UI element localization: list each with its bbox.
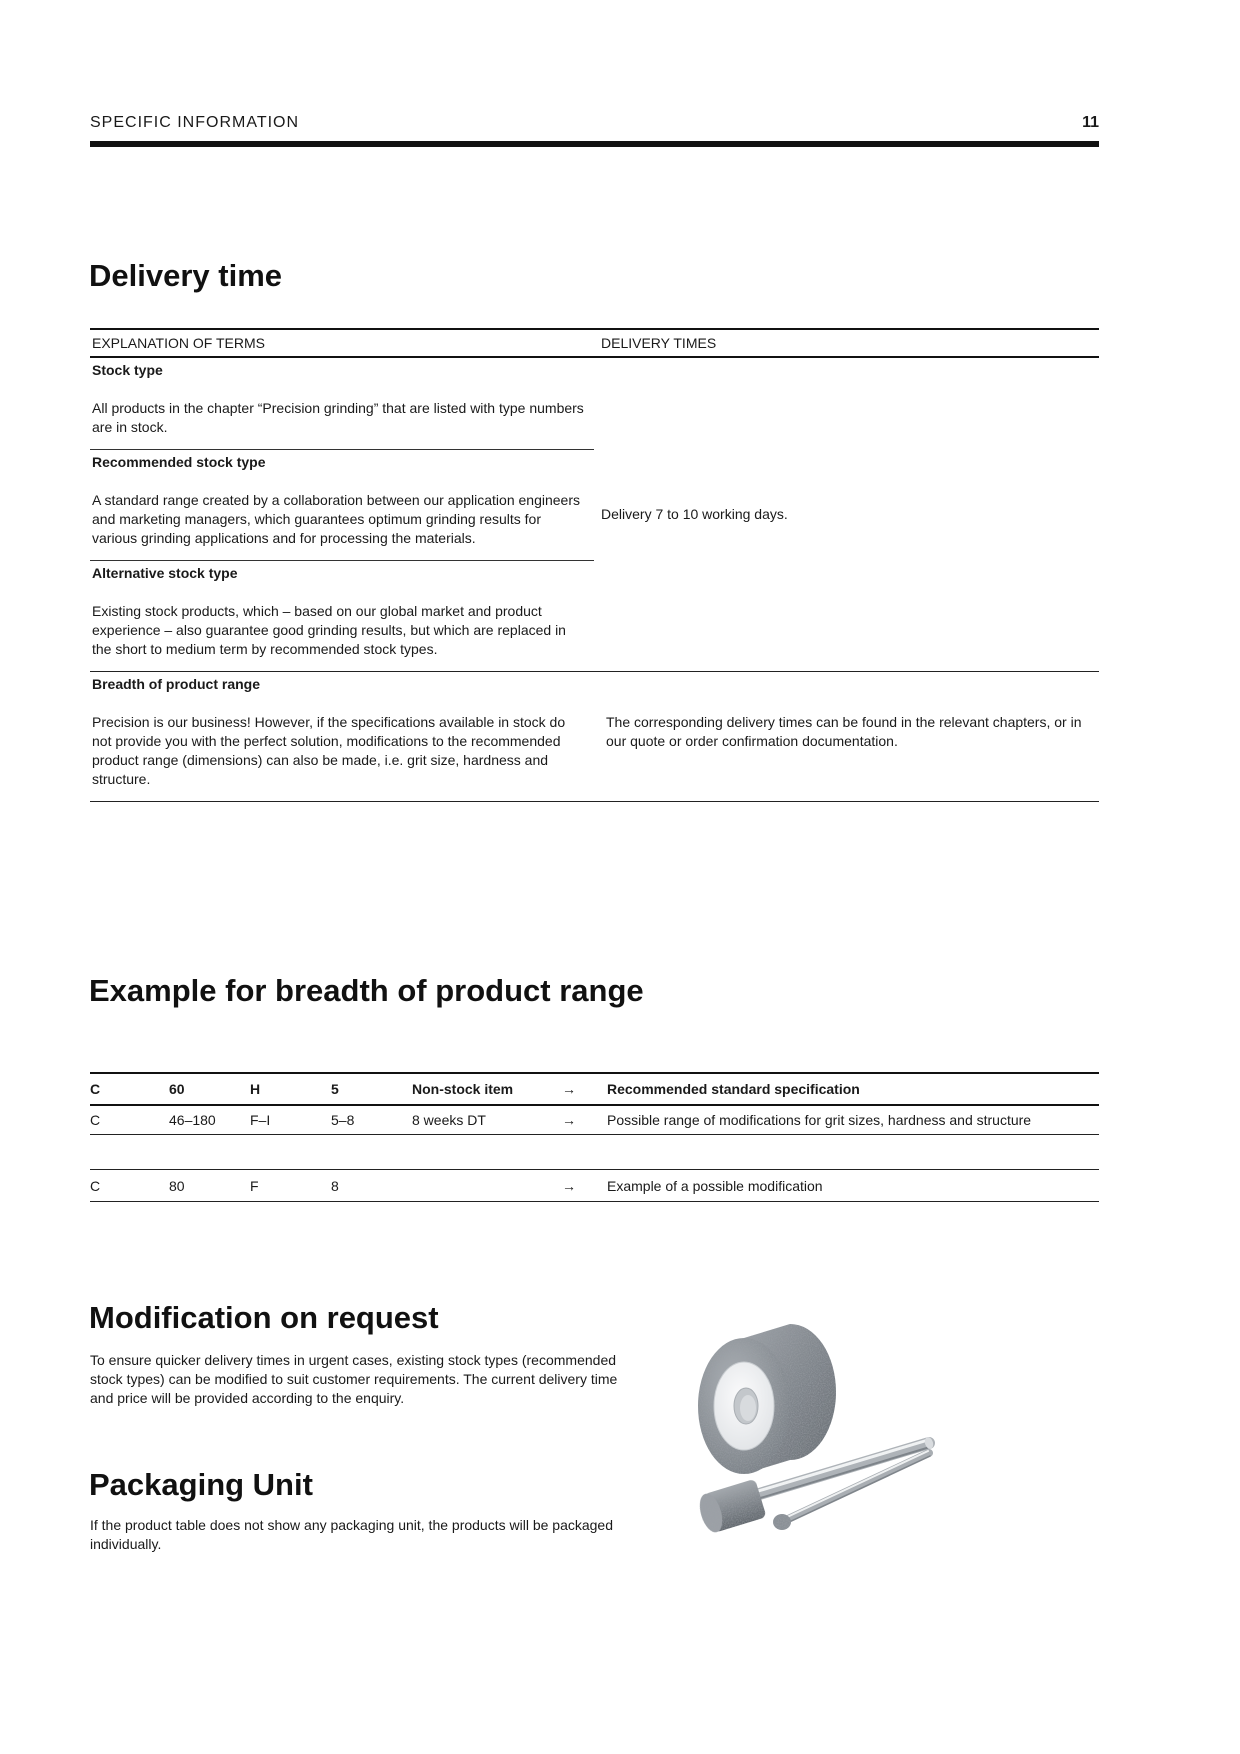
packaging-text: If the product table does not show any packaging unit, the products will be packaged individually.	[90, 1517, 614, 1552]
term-title: Stock type	[92, 362, 163, 378]
column-header-delivery-times: DELIVERY TIMES	[601, 335, 717, 351]
delivery-time-heading: Delivery time	[89, 258, 282, 293]
cell-specification: Example of a possible modification	[607, 1177, 823, 1194]
term-description: A standard range created by a collaboration between our application engineers and marketing managers, which guarantees optimum grinding results for various grinding applications and for processing the materials.	[92, 492, 580, 546]
cell-c: C	[90, 1177, 101, 1194]
grinding-wheel	[698, 1324, 836, 1474]
header-cell-item: Non-stock item	[412, 1081, 514, 1097]
term-title: Alternative stock type	[92, 565, 238, 581]
arrow-icon: →	[562, 1112, 576, 1128]
arrow-icon: →	[562, 1081, 576, 1097]
breadth-group	[90, 672, 1099, 802]
cell-grit: 46–180	[169, 1112, 216, 1128]
cell-grit: 80	[169, 1177, 185, 1194]
table-row	[90, 1169, 1099, 1202]
large-head	[696, 1479, 767, 1535]
term-title: Recommended stock type	[92, 454, 266, 470]
stock-delivery-cell	[594, 358, 1099, 671]
term-block-alternative-stock-type	[90, 561, 594, 671]
table-header-row	[90, 330, 1099, 358]
table-spacer	[90, 1135, 1099, 1169]
cell-structure: 5–8	[331, 1112, 355, 1128]
cell-c: C	[90, 1112, 101, 1128]
term-title: Breadth of product range	[92, 676, 261, 692]
stock-types-terms	[90, 358, 594, 671]
example-table	[90, 1072, 1099, 1202]
stock-types-group	[90, 358, 1099, 672]
term-description: Precision is our business! However, if the specifications available in stock do not provide you with the perfect solution, modifications to the recommended product range (dimensions) can also be made, i.e. grit size, hardness and structure.	[92, 714, 566, 787]
cell-hardness: F	[250, 1177, 259, 1194]
term-description: Existing stock products, which – based on our global market and product experience – also guarantee good grinding results, but which are replaced in the short to medium term by recommended stock types.	[92, 603, 566, 657]
example-heading: Example for breadth of product range	[89, 973, 644, 1008]
section-header: SPECIFIC INFORMATION	[90, 114, 300, 131]
small-head	[773, 1514, 791, 1530]
breadth-delivery-time: The corresponding delivery times can be found in the relevant chapters, or in our quote or order confirmation documentation.	[606, 714, 1082, 749]
cell-hardness: F–I	[250, 1112, 271, 1128]
term-block-recommended-stock-type	[90, 450, 594, 561]
header-cell-c: C	[90, 1081, 101, 1097]
arrow-icon: →	[562, 1177, 576, 1194]
delivery-time-table	[90, 328, 1099, 802]
breadth-terms	[90, 672, 594, 801]
wheel-bore-inner	[740, 1395, 756, 1421]
page-number: 11	[1082, 114, 1099, 131]
header-cell-specification: Recommended standard specification	[607, 1081, 860, 1097]
header-cell-grit: 60	[169, 1081, 185, 1097]
cell-structure: 8	[331, 1177, 339, 1194]
header-cell-structure: 5	[331, 1081, 339, 1097]
cell-item: 8 weeks DT	[412, 1112, 486, 1128]
example-header-row	[90, 1072, 1099, 1106]
product-photo	[686, 1320, 956, 1560]
header-cell-hardness: H	[250, 1081, 261, 1097]
term-block-stock-type	[90, 358, 594, 450]
cell-specification: Possible range of modifications for grit sizes, hardness and structure	[607, 1112, 1032, 1128]
stock-delivery-time: Delivery 7 to 10 working days.	[601, 506, 788, 522]
term-block-breadth-of-product-range	[90, 672, 594, 801]
modification-heading: Modification on request	[89, 1300, 439, 1335]
packaging-heading: Packaging Unit	[89, 1467, 313, 1502]
column-header-explanation: EXPLANATION OF TERMS	[92, 335, 265, 351]
modification-text: To ensure quicker delivery times in urgent cases, existing stock types (recommended stock types) can be modified to suit customer requirements. The current delivery time and price will be provided according to the enquiry.	[90, 1352, 618, 1406]
term-description: All products in the chapter “Precision grinding” that are listed with type numbers are in stock.	[92, 400, 584, 435]
header-rule	[90, 141, 1099, 147]
breadth-delivery-cell	[594, 672, 1099, 801]
table-row	[90, 1106, 1099, 1135]
